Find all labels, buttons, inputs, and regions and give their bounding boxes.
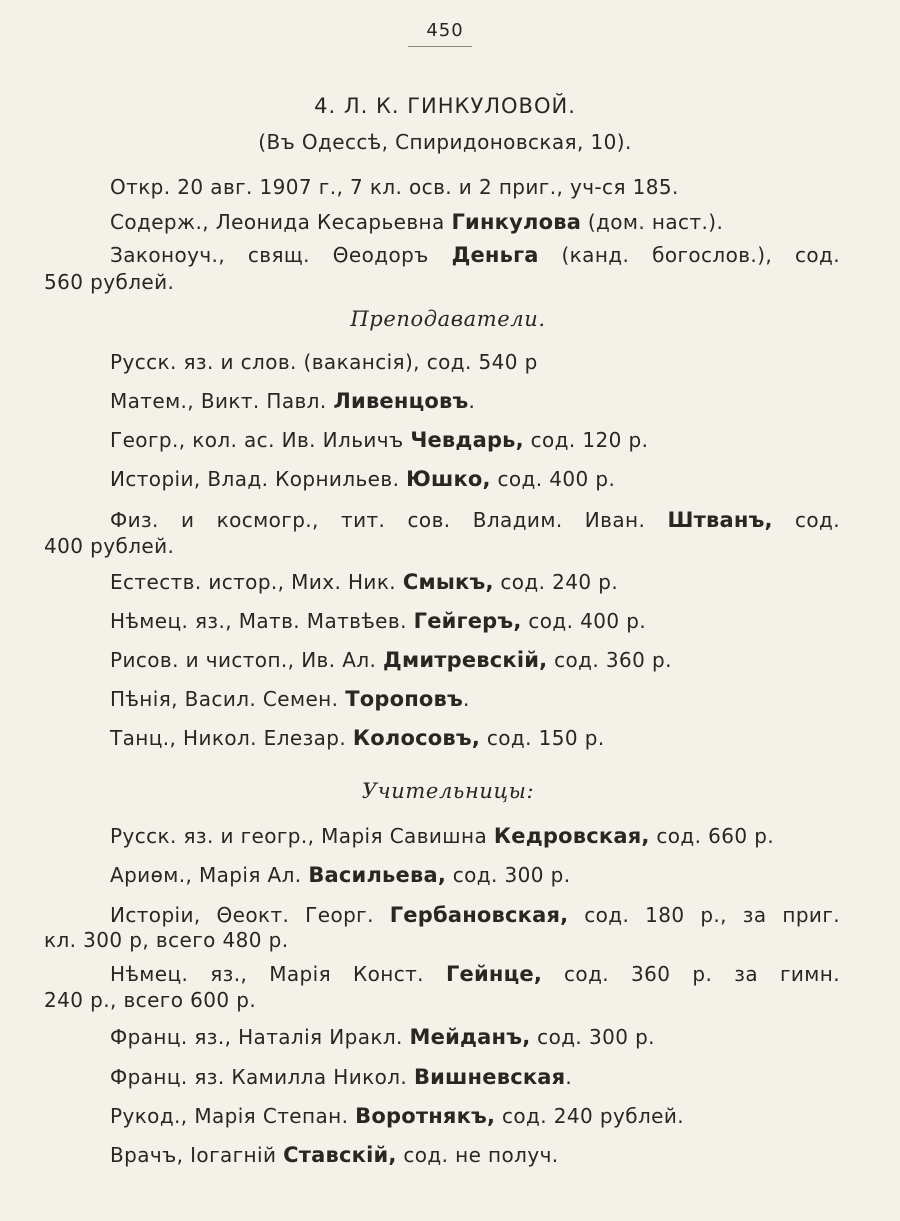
teacher-surname: Гербановская, xyxy=(389,903,569,927)
teacher-row xyxy=(110,1065,572,1089)
female-teachers-heading: Учительницы: xyxy=(361,779,535,803)
teacher-row xyxy=(110,350,538,374)
teacher-subject: Франц. яз. Камилла Никол. xyxy=(110,1065,408,1089)
teacher-row xyxy=(110,903,840,927)
teacher-subject: Пѣнія, Васил. Семен. xyxy=(110,687,339,711)
page-number: 450 xyxy=(426,20,464,41)
teacher-row xyxy=(110,467,615,491)
teacher-subject: Рукод., Марія Степан. xyxy=(110,1104,349,1128)
teacher-surname: Мейданъ, xyxy=(409,1025,531,1049)
teacher-salary: . xyxy=(463,687,470,711)
teacher-row xyxy=(110,962,840,986)
owner-name: Гинкулова xyxy=(451,210,582,234)
teacher-salary: сод. 120 р. xyxy=(530,428,649,452)
teacher-surname: Васильева, xyxy=(308,863,446,887)
teacher-surname: Тороповъ xyxy=(345,687,464,711)
teacher-salary: сод. не получ. xyxy=(403,1143,559,1167)
owner-suffix: (дом. наст.). xyxy=(587,210,724,234)
teacher-subject: Нѣмец. яз., Матв. Матвѣев. xyxy=(110,609,407,633)
teacher-salary-cont: 240 р., всего 600 р. xyxy=(44,988,257,1012)
teacher-salary-cont: 400 рублей. xyxy=(44,534,175,558)
teacher-surname: Штванъ, xyxy=(667,508,773,532)
teacher-salary: сод. 400 р. xyxy=(497,467,616,491)
teacher-subject: Физ. и космогр., тит. сов. Владим. Иван. xyxy=(110,508,646,532)
teacher-row xyxy=(110,389,475,413)
teacher-row xyxy=(110,508,840,532)
teacher-subject: Франц. яз., Наталія Иракл. xyxy=(110,1025,403,1049)
teacher-salary: . xyxy=(468,389,476,413)
teacher-row xyxy=(110,1143,559,1167)
teacher-subject: Естеств. истор., Мих. Ник. xyxy=(110,570,397,594)
school-address: (Въ Одессѣ, Спиридоновская, 10). xyxy=(258,130,632,154)
teacher-subject: Матем., Викт. Павл. xyxy=(110,389,327,413)
teacher-salary: сод. 240 р. xyxy=(500,570,619,594)
teacher-salary-cont: кл. 300 р, всего 480 р. xyxy=(44,928,289,952)
teacher-salary: сод. 150 р. xyxy=(486,726,605,750)
teacher-salary: сод. 400 р. xyxy=(528,609,647,633)
teacher-surname: Смыкъ, xyxy=(402,570,494,594)
page-number-rule xyxy=(408,46,472,47)
teacher-salary: сод. 660 р. xyxy=(656,824,775,848)
teacher-subject: Нѣмец. яз., Марія Конст. xyxy=(110,962,424,986)
teacher-row xyxy=(110,726,605,750)
teacher-salary: сод. 180 р., за приг. xyxy=(584,903,840,927)
priest-suffix: (канд. богослов.), сод. xyxy=(561,243,840,267)
teacher-subject: Исторіи, Влад. Корнильев. xyxy=(110,467,400,491)
teacher-salary: сод. 300 р. xyxy=(537,1025,655,1049)
teacher-surname: Ливенцовъ xyxy=(333,389,469,413)
teacher-row xyxy=(110,863,571,887)
owner-line xyxy=(110,210,723,234)
opening-info: Откр. 20 авг. 1907 г., 7 кл. осв. и 2 приг., уч-ся 185. xyxy=(110,175,679,199)
priest-line xyxy=(110,243,840,267)
priest-prefix: Законоуч., свящ. Θеодоръ xyxy=(110,243,429,267)
teacher-surname: Вишневская xyxy=(413,1065,566,1089)
teacher-surname: Колосовъ, xyxy=(352,726,481,750)
teacher-salary: сод. 300 р. xyxy=(452,863,571,887)
teacher-row xyxy=(110,428,648,452)
teacher-salary: сод. xyxy=(794,508,840,532)
priest-salary-cont: 560 рублей. xyxy=(44,270,175,294)
teacher-surname: Ставскій, xyxy=(283,1143,397,1167)
teacher-subject: Врачъ, Іогагній xyxy=(110,1143,277,1167)
teacher-surname: Гейгеръ, xyxy=(413,609,522,633)
teacher-subject: Рисов. и чистоп., Ив. Ал. xyxy=(110,648,377,672)
teacher-subject: Танц., Никол. Елезар. xyxy=(110,726,347,750)
teacher-salary: сод. 360 р. за гимн. xyxy=(564,962,841,986)
teacher-surname: Дмитревскій, xyxy=(383,648,548,672)
teacher-salary: сод. 240 рублей. xyxy=(501,1104,684,1128)
teacher-salary: сод. 360 р. xyxy=(554,648,672,672)
teacher-row xyxy=(110,687,470,711)
teacher-row xyxy=(110,648,672,672)
teacher-surname: Воротнякъ, xyxy=(355,1104,496,1128)
teacher-surname: Кедровская, xyxy=(493,824,650,848)
teacher-row xyxy=(110,1025,655,1049)
teacher-surname: Юшко, xyxy=(406,467,491,491)
teacher-subject: Русск. яз. и геогр., Марія Савишна xyxy=(110,824,488,848)
priest-name: Деньга xyxy=(451,243,539,267)
teacher-row xyxy=(110,824,774,848)
teacher-subject: Русск. яз. и слов. (вакансія), сод. 540 р xyxy=(110,350,538,374)
teacher-row xyxy=(110,609,646,633)
teacher-subject: Исторіи, Θеокт. Георг. xyxy=(110,903,374,927)
school-title: 4. Л. К. ГИНКУЛОВОЙ. xyxy=(314,94,576,118)
teacher-subject: Геогр., кол. ас. Ив. Ильичъ xyxy=(110,428,404,452)
teacher-subject: Ариѳм., Марія Ал. xyxy=(110,863,302,887)
teacher-salary: . xyxy=(565,1065,573,1089)
teacher-surname: Гейнце, xyxy=(445,962,543,986)
teacher-row xyxy=(110,570,618,594)
owner-prefix: Содерж., Леонида Кесарьевна xyxy=(110,210,445,234)
teacher-row xyxy=(110,1104,684,1128)
teachers-heading: Преподаватели. xyxy=(350,307,546,331)
teacher-surname: Чевдарь, xyxy=(410,428,524,452)
